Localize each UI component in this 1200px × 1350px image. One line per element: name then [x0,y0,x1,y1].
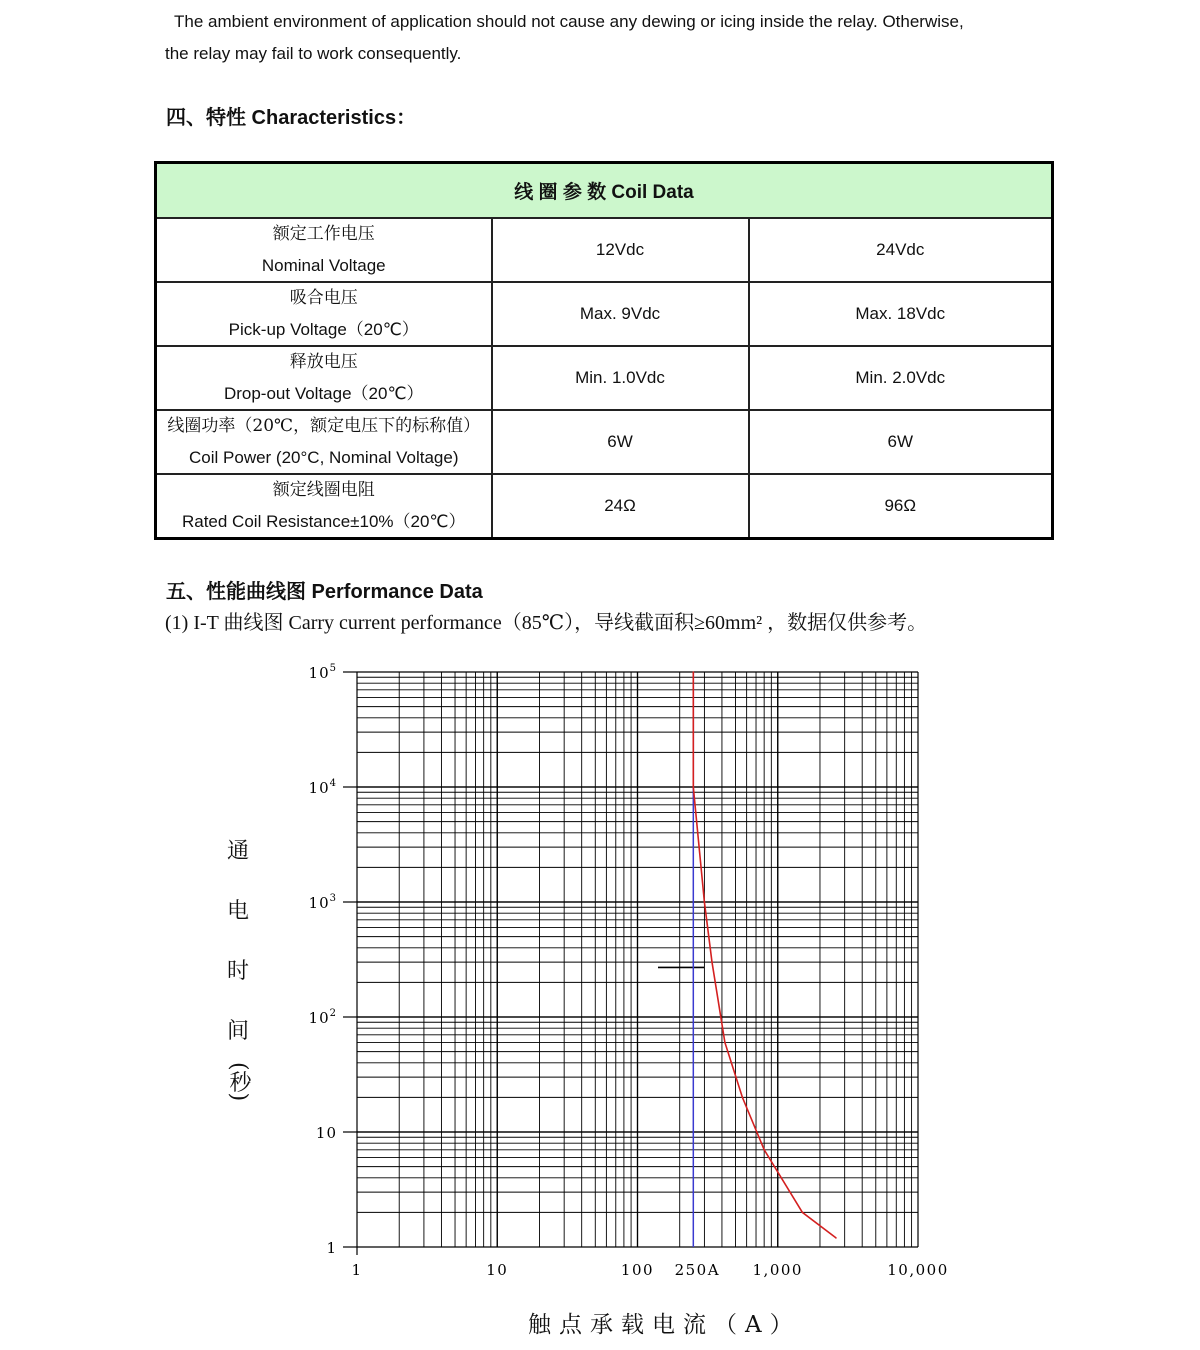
y-tick-label: $10^4$ [308,778,337,797]
param-zh: 释放电压 [289,352,358,372]
value-12v: Max. 9Vdc [492,282,749,346]
x-tick-label: 100 [620,1261,655,1279]
data-point [742,1097,744,1099]
value-24v: 24Vdc [749,218,1053,282]
param-en: Drop-out Voltage（20℃） [223,384,424,403]
value-24v: Max. 18Vdc [749,282,1053,346]
ylabel-char: 时 [226,959,249,984]
data-point [711,961,713,963]
coil-table-header: 线 圈 参 数 Coil Data [156,163,1053,219]
data-point [802,1212,804,1214]
ylabel-char: (秒) [226,1062,251,1102]
x-tick-label: 1,000 [752,1261,803,1279]
param-zh: 额定工作电压 [272,224,375,244]
data-point [693,671,695,673]
value-12v: 12Vdc [492,218,749,282]
marker-label: 250A [674,1261,721,1279]
intro-line-1: The ambient environment of application should not cause any dewing or icing inside the relay. Otherwise, [174,12,964,31]
y-tick-label: 1 [326,1239,337,1257]
section-5-title: 五、性能曲线图 Performance Data [166,581,483,603]
param-en: Nominal Voltage [261,256,386,275]
value-12v: Min. 1.0Vdc [492,346,749,410]
value-24v: Min. 2.0Vdc [749,346,1053,410]
param-zh: 线圈功率（20℃，额定电压下的标称值） [167,416,481,436]
param-en: Rated Coil Resistance±10%（20℃） [181,512,466,531]
data-point [835,1237,837,1239]
param-en: Coil Power (20°C, Nominal Voltage) [189,448,459,467]
chart-xlabel: 触点承载电流（A） [528,1312,801,1338]
section-4-title: 四、特性 Characteristics： [166,107,417,129]
x-tick-label: 10 [486,1261,509,1279]
x-tick-label: 1 [351,1261,363,1279]
data-point [724,1042,726,1044]
ylabel-char: 通 [226,839,249,864]
value-24v: 6W [749,410,1053,474]
y-tick-label: $10^5$ [308,663,337,682]
value-12v: 24Ω [492,474,749,539]
param-zh: 吸合电压 [289,288,358,308]
value-24v: 96Ω [749,474,1053,539]
ylabel-char: 电 [226,899,249,924]
intro-line-2: the relay may fail to work consequently. [165,44,462,63]
series-line [693,672,836,1238]
y-tick-label: 10 [315,1124,337,1142]
y-tick-label: $10^2$ [308,1008,337,1027]
x-tick-label: 10,000 [887,1261,949,1279]
data-point [763,1149,765,1151]
param-en: Pick-up Voltage（20℃） [228,320,419,339]
ylabel-char: 间 [226,1019,249,1044]
data-point [704,901,706,903]
param-zh: 额定线圈电阻 [272,480,375,500]
y-tick-label: $10^3$ [308,893,337,912]
value-12v: 6W [492,410,749,474]
chart-ylabel [222,822,254,1101]
chart-subtitle: (1) I-T 曲线图 Carry current performance（85℃），导线截面积≥60mm² ，数据仅供参考。 [165,612,928,634]
data-point [693,786,695,788]
